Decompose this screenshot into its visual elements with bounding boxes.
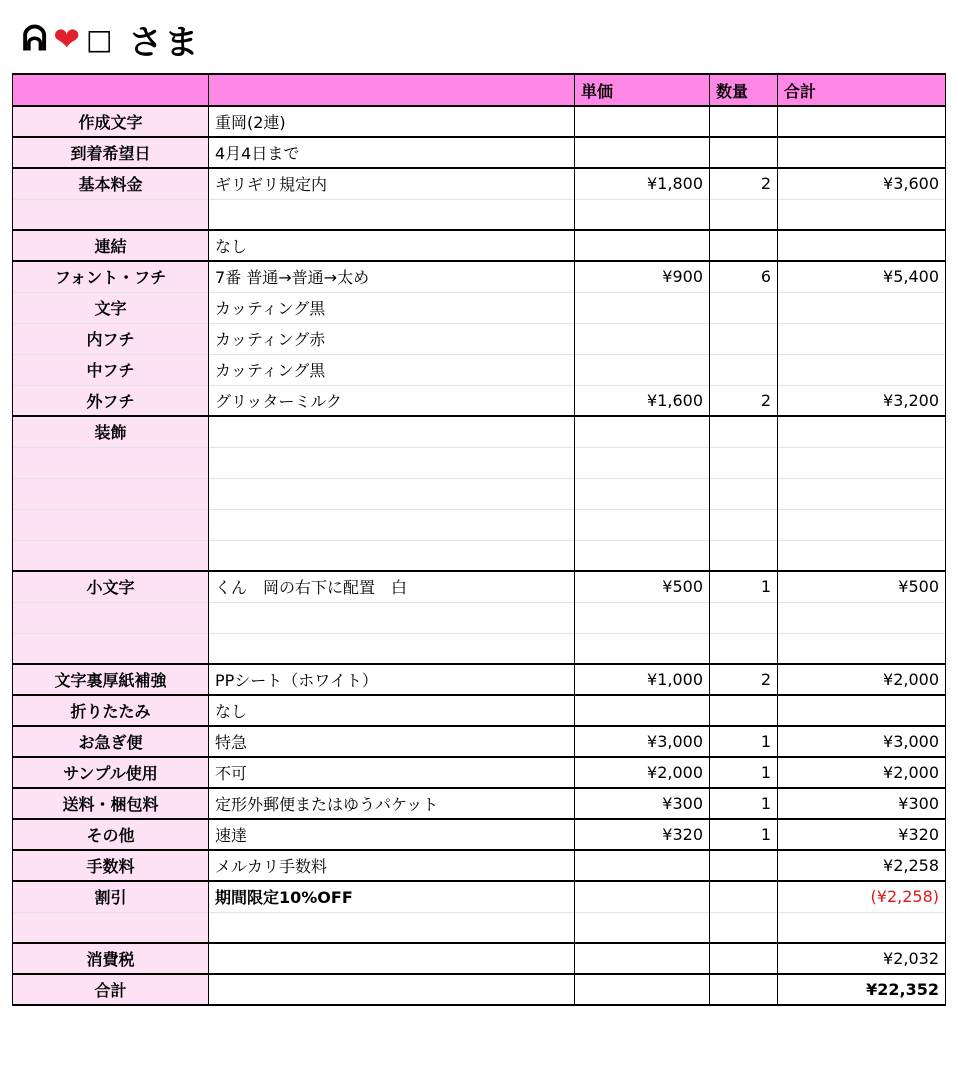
row-total <box>778 633 946 664</box>
row-description: 速達 <box>209 819 575 850</box>
heart-icon: ❤ <box>53 20 83 58</box>
row-label: 手数料 <box>13 850 209 881</box>
row-label <box>13 633 209 664</box>
row-quantity <box>710 912 778 943</box>
page-title <box>22 14 201 64</box>
table-row <box>13 292 946 323</box>
row-total <box>778 106 946 137</box>
row-total <box>778 292 946 323</box>
row-total <box>778 540 946 571</box>
row-label: 消費税 <box>13 943 209 974</box>
row-description: カッティング黒 <box>209 354 575 385</box>
row-description: 4月4日まで <box>209 137 575 168</box>
row-unit-price <box>575 137 710 168</box>
row-label: 割引 <box>13 881 209 912</box>
row-label <box>13 478 209 509</box>
table-row <box>13 261 946 292</box>
table-row <box>13 447 946 478</box>
row-total <box>778 323 946 354</box>
row-label: 外フチ <box>13 385 209 416</box>
row-label <box>13 912 209 943</box>
row-description <box>209 509 575 540</box>
row-quantity <box>710 416 778 447</box>
row-quantity: 1 <box>710 757 778 788</box>
row-quantity <box>710 137 778 168</box>
row-label <box>13 602 209 633</box>
row-unit-price <box>575 478 710 509</box>
row-unit-price <box>575 292 710 323</box>
row-total: ¥2,000 <box>778 757 946 788</box>
row-unit-price: ¥500 <box>575 571 710 602</box>
row-description <box>209 478 575 509</box>
row-quantity: 6 <box>710 261 778 292</box>
table-row <box>13 602 946 633</box>
row-description: くん 岡の右下に配置 白 <box>209 571 575 602</box>
row-unit-price <box>575 416 710 447</box>
row-unit-price <box>575 695 710 726</box>
table-row <box>13 819 946 850</box>
row-description <box>209 974 575 1005</box>
row-description: 定形外郵便またはゆうパケット <box>209 788 575 819</box>
row-description <box>209 912 575 943</box>
table-row <box>13 788 946 819</box>
table-row <box>13 354 946 385</box>
row-quantity <box>710 447 778 478</box>
row-description: カッティング黒 <box>209 292 575 323</box>
row-quantity <box>710 943 778 974</box>
row-description: 重岡(2連) <box>209 106 575 137</box>
table-row <box>13 757 946 788</box>
table-row <box>13 571 946 602</box>
table-row <box>13 726 946 757</box>
row-quantity <box>710 106 778 137</box>
row-description: 特急 <box>209 726 575 757</box>
row-unit-price: ¥900 <box>575 261 710 292</box>
row-total: ¥300 <box>778 788 946 819</box>
row-total <box>778 602 946 633</box>
table-row <box>13 881 946 912</box>
row-label: 装飾 <box>13 416 209 447</box>
header-quantity: 数量 <box>710 74 778 106</box>
row-label: サンプル使用 <box>13 757 209 788</box>
row-quantity <box>710 509 778 540</box>
row-label: 文字裏厚紙補強 <box>13 664 209 695</box>
row-total: ¥2,000 <box>778 664 946 695</box>
row-total: ¥3,600 <box>778 168 946 199</box>
row-description <box>209 602 575 633</box>
row-unit-price <box>575 354 710 385</box>
row-unit-price <box>575 323 710 354</box>
row-total <box>778 478 946 509</box>
header-cell <box>13 74 209 106</box>
row-unit-price <box>575 230 710 261</box>
header-cell <box>209 74 575 106</box>
row-description: メルカリ手数料 <box>209 850 575 881</box>
row-quantity <box>710 292 778 323</box>
row-quantity <box>710 881 778 912</box>
row-total: ¥500 <box>778 571 946 602</box>
title-suffix: さま <box>128 22 201 63</box>
row-unit-price <box>575 943 710 974</box>
row-unit-price <box>575 509 710 540</box>
row-label: 送料・梱包料 <box>13 788 209 819</box>
row-quantity: 1 <box>710 788 778 819</box>
row-quantity <box>710 850 778 881</box>
row-unit-price: ¥320 <box>575 819 710 850</box>
row-quantity <box>710 602 778 633</box>
header-row <box>13 74 946 106</box>
row-unit-price <box>575 540 710 571</box>
row-unit-price: ¥2,000 <box>575 757 710 788</box>
row-label: その他 <box>13 819 209 850</box>
header-total: 合計 <box>778 74 946 106</box>
row-total <box>778 416 946 447</box>
row-label: 文字 <box>13 292 209 323</box>
row-unit-price: ¥3,000 <box>575 726 710 757</box>
row-label: 中フチ <box>13 354 209 385</box>
row-unit-price: ¥1,600 <box>575 385 710 416</box>
row-total: ¥5,400 <box>778 261 946 292</box>
row-quantity <box>710 199 778 230</box>
header-unit-price: 単価 <box>575 74 710 106</box>
row-total: ¥2,032 <box>778 943 946 974</box>
row-total: ¥320 <box>778 819 946 850</box>
table-row <box>13 416 946 447</box>
row-label: 到着希望日 <box>13 137 209 168</box>
title-box: □ <box>86 22 115 56</box>
row-description: PPシート（ホワイト） <box>209 664 575 695</box>
row-unit-price <box>575 881 710 912</box>
row-label <box>13 199 209 230</box>
table-row <box>13 943 946 974</box>
row-quantity <box>710 478 778 509</box>
row-label: 内フチ <box>13 323 209 354</box>
row-quantity <box>710 354 778 385</box>
row-description: 7番 普通→普通→太め <box>209 261 575 292</box>
table-row <box>13 850 946 881</box>
row-quantity: 2 <box>710 385 778 416</box>
table-row <box>13 478 946 509</box>
row-label <box>13 540 209 571</box>
row-quantity <box>710 230 778 261</box>
row-description <box>209 540 575 571</box>
row-unit-price <box>575 106 710 137</box>
row-label: 基本料金 <box>13 168 209 199</box>
row-total <box>778 912 946 943</box>
table-row <box>13 695 946 726</box>
row-description: カッティング赤 <box>209 323 575 354</box>
row-total: (¥2,258) <box>778 881 946 912</box>
title-prefix: ᕱ <box>22 19 50 59</box>
row-quantity <box>710 633 778 664</box>
row-quantity <box>710 695 778 726</box>
table-row <box>13 664 946 695</box>
row-unit-price: ¥1,000 <box>575 664 710 695</box>
row-quantity: 1 <box>710 726 778 757</box>
estimate-table <box>12 73 946 1006</box>
table-row <box>13 385 946 416</box>
row-unit-price <box>575 447 710 478</box>
row-label: 小文字 <box>13 571 209 602</box>
row-label: 作成文字 <box>13 106 209 137</box>
row-total <box>778 230 946 261</box>
row-description: なし <box>209 695 575 726</box>
row-total: ¥3,000 <box>778 726 946 757</box>
table-row <box>13 137 946 168</box>
row-unit-price <box>575 633 710 664</box>
table-row <box>13 199 946 230</box>
table-row <box>13 633 946 664</box>
row-total <box>778 199 946 230</box>
row-description: なし <box>209 230 575 261</box>
row-label <box>13 447 209 478</box>
row-quantity: 1 <box>710 819 778 850</box>
row-unit-price <box>575 199 710 230</box>
row-description: 不可 <box>209 757 575 788</box>
row-total <box>778 137 946 168</box>
table-row <box>13 323 946 354</box>
row-description: グリッターミルク <box>209 385 575 416</box>
row-quantity <box>710 540 778 571</box>
row-quantity: 1 <box>710 571 778 602</box>
row-total <box>778 695 946 726</box>
row-total: ¥2,258 <box>778 850 946 881</box>
row-unit-price <box>575 912 710 943</box>
row-unit-price <box>575 850 710 881</box>
row-description <box>209 633 575 664</box>
row-unit-price <box>575 974 710 1005</box>
row-total <box>778 354 946 385</box>
row-description <box>209 447 575 478</box>
row-description: ギリギリ規定内 <box>209 168 575 199</box>
row-description <box>209 199 575 230</box>
row-total: ¥22,352 <box>778 974 946 1005</box>
row-label: フォント・フチ <box>13 261 209 292</box>
row-unit-price: ¥300 <box>575 788 710 819</box>
row-total <box>778 509 946 540</box>
row-label <box>13 509 209 540</box>
row-quantity: 2 <box>710 168 778 199</box>
table-row <box>13 540 946 571</box>
row-total: ¥3,200 <box>778 385 946 416</box>
row-label: お急ぎ便 <box>13 726 209 757</box>
table-row <box>13 106 946 137</box>
table-row <box>13 912 946 943</box>
table-row <box>13 974 946 1005</box>
table-row <box>13 509 946 540</box>
row-description <box>209 943 575 974</box>
row-description <box>209 416 575 447</box>
row-unit-price <box>575 602 710 633</box>
row-unit-price: ¥1,800 <box>575 168 710 199</box>
row-quantity <box>710 974 778 1005</box>
table-row <box>13 168 946 199</box>
table-row <box>13 230 946 261</box>
row-quantity: 2 <box>710 664 778 695</box>
row-total <box>778 447 946 478</box>
row-quantity <box>710 323 778 354</box>
row-label: 合計 <box>13 974 209 1005</box>
row-description: 期間限定10%OFF <box>209 881 575 912</box>
row-label: 連結 <box>13 230 209 261</box>
row-label: 折りたたみ <box>13 695 209 726</box>
